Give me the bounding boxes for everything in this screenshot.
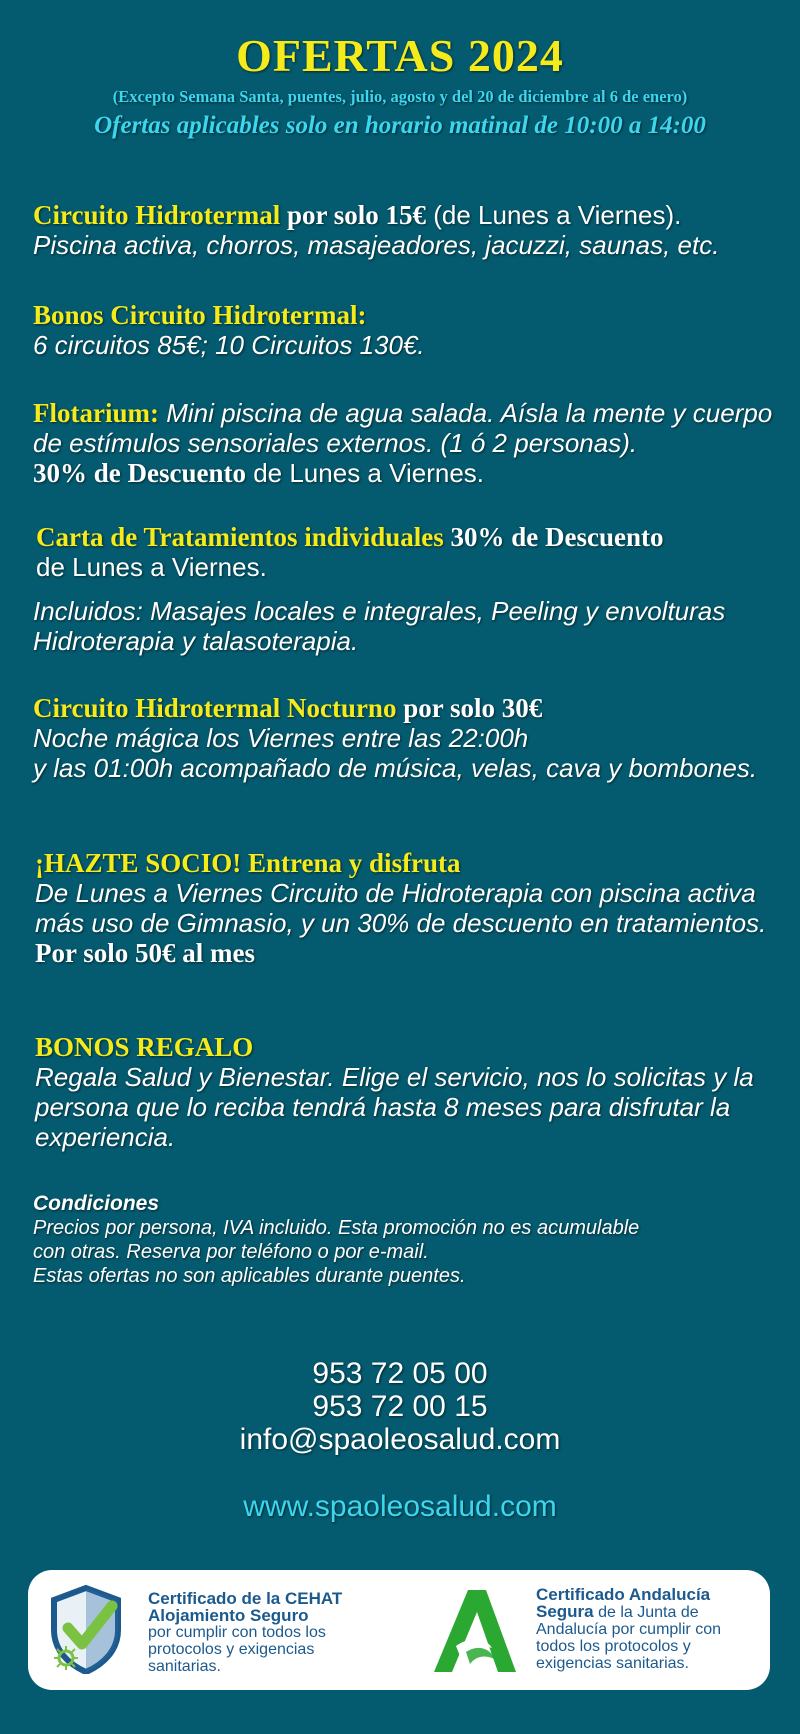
- offer-tratamientos-discount: 30% de Descuento: [443, 522, 664, 552]
- offer-regalo-title: BONOS REGALO: [35, 1032, 254, 1062]
- offer-socio-title: ¡HAZTE SOCIO! Entrena y disfruta: [35, 848, 461, 878]
- conditions-line-1: Precios por persona, IVA incluido. Esta promoción no es acumulable: [33, 1217, 640, 1239]
- offer-socio-price: Por solo 50€ al mes: [35, 938, 255, 968]
- offer-flotarium-title: Flotarium:: [33, 398, 159, 428]
- offer-flotarium: [33, 398, 773, 488]
- offer-flotarium-desc: Mini piscina de agua salada. Aísla la mente y cuerpo de estímulos sensoriales externos. (1 ó 2 personas).: [33, 398, 773, 458]
- offer-socio-desc: De Lunes a Viernes Circuito de Hidroterapia con piscina activa más uso de Gimnasio, y un 30% de descuento en tratamientos.: [35, 878, 767, 938]
- cehat-line-4: protocolos y exigencias: [148, 1641, 315, 1658]
- exceptions-note: (Excepto Semana Santa, puentes, julio, agosto y del 20 de diciembre al 6 de enero): [112, 87, 688, 106]
- conditions-line-3: Estas ofertas no son aplicables durante puentes.: [33, 1265, 466, 1287]
- offer-tratamientos-desc: Incluidos: Masajes locales e integrales, Peeling y envolturas Hidroterapia y talasoterapia.: [33, 596, 726, 656]
- offer-regalo: [35, 1032, 775, 1152]
- offer-tratamientos-title: Carta de Tratamientos individuales: [36, 522, 444, 552]
- cehat-shield-icon: [46, 1584, 126, 1679]
- andalucia-line-2b: de la Junta de: [593, 1604, 699, 1621]
- offer-nocturno-line2: y las 01:00h acompañado de música, velas, cava y bombones.: [33, 753, 758, 783]
- offer-circuito-title: Circuito Hidrotermal: [33, 200, 281, 230]
- offer-flotarium-discount: 30% de Descuento: [33, 458, 246, 488]
- conditions-line-2: con otras. Reserva por teléfono o por e-mail.: [33, 1241, 429, 1263]
- offer-nocturno: [33, 693, 773, 783]
- offer-bonos-title: Bonos Circuito Hidrotermal:: [33, 300, 367, 330]
- andalucia-certificate-text: [536, 1586, 721, 1672]
- offer-nocturno-title: Circuito Hidrotermal Nocturno: [33, 693, 397, 723]
- contact-block: [0, 1357, 800, 1456]
- offer-nocturno-line1: Noche mágica los Viernes entre las 22:00h: [33, 723, 529, 753]
- andalucia-line-2a: Segura: [536, 1602, 594, 1621]
- cehat-line-2: Alojamiento Seguro: [148, 1606, 309, 1625]
- offer-tratamientos-included: [33, 596, 773, 656]
- conditions-title: Condiciones: [33, 1192, 160, 1215]
- cehat-line-3: por cumplir con todos los: [148, 1624, 326, 1641]
- cehat-certificate-text: [148, 1590, 342, 1675]
- offer-circuito-price: por solo 15€: [280, 200, 426, 230]
- phone-1[interactable]: 953 72 05 00: [312, 1357, 488, 1390]
- cehat-line-5: sanitarias.: [148, 1658, 221, 1675]
- website-link[interactable]: www.spaoleosalud.com: [243, 1490, 557, 1523]
- offer-bonos: [33, 300, 773, 360]
- offer-nocturno-price: por solo 30€: [396, 693, 543, 723]
- certificates-panel: [28, 1570, 770, 1690]
- andalucia-line-5: exigencias sanitarias.: [536, 1655, 689, 1672]
- email-link[interactable]: info@spaoleosalud.com: [239, 1423, 561, 1456]
- conditions: [33, 1192, 773, 1288]
- offer-flotarium-days: de Lunes a Viernes.: [245, 458, 485, 488]
- phone-2[interactable]: 953 72 00 15: [312, 1390, 488, 1423]
- andalucia-line-3: Andalucía por cumplir con: [536, 1621, 721, 1638]
- andalucia-segura-logo-icon: [426, 1586, 522, 1681]
- offer-socio: [35, 848, 775, 968]
- offer-tratamientos: [36, 522, 776, 582]
- andalucia-line-1: Certificado Andalucía: [536, 1585, 711, 1604]
- offer-circuito-desc: Piscina activa, chorros, masajeadores, jacuzzi, saunas, etc.: [33, 230, 720, 260]
- offer-tratamientos-days: de Lunes a Viernes.: [36, 552, 267, 582]
- offer-circuito: [33, 200, 773, 260]
- andalucia-line-4: todos los protocolos y: [536, 1638, 691, 1655]
- hours-note: Ofertas aplicables solo en horario matinal de 10:00 a 14:00: [94, 112, 706, 139]
- offer-regalo-desc: Regala Salud y Bienestar. Elige el servicio, nos lo solicitas y la persona que lo reciba tendrá hasta 8 meses para disfrutar la experiencia.: [35, 1062, 754, 1152]
- header: [0, 28, 800, 142]
- offer-bonos-desc: 6 circuitos 85€; 10 Circuitos 130€.: [33, 330, 425, 360]
- offer-circuito-days: (de Lunes a Viernes).: [426, 200, 682, 230]
- cehat-line-1: Certificado de la CEHAT: [148, 1589, 343, 1608]
- page-title: OFERTAS 2024: [236, 30, 564, 81]
